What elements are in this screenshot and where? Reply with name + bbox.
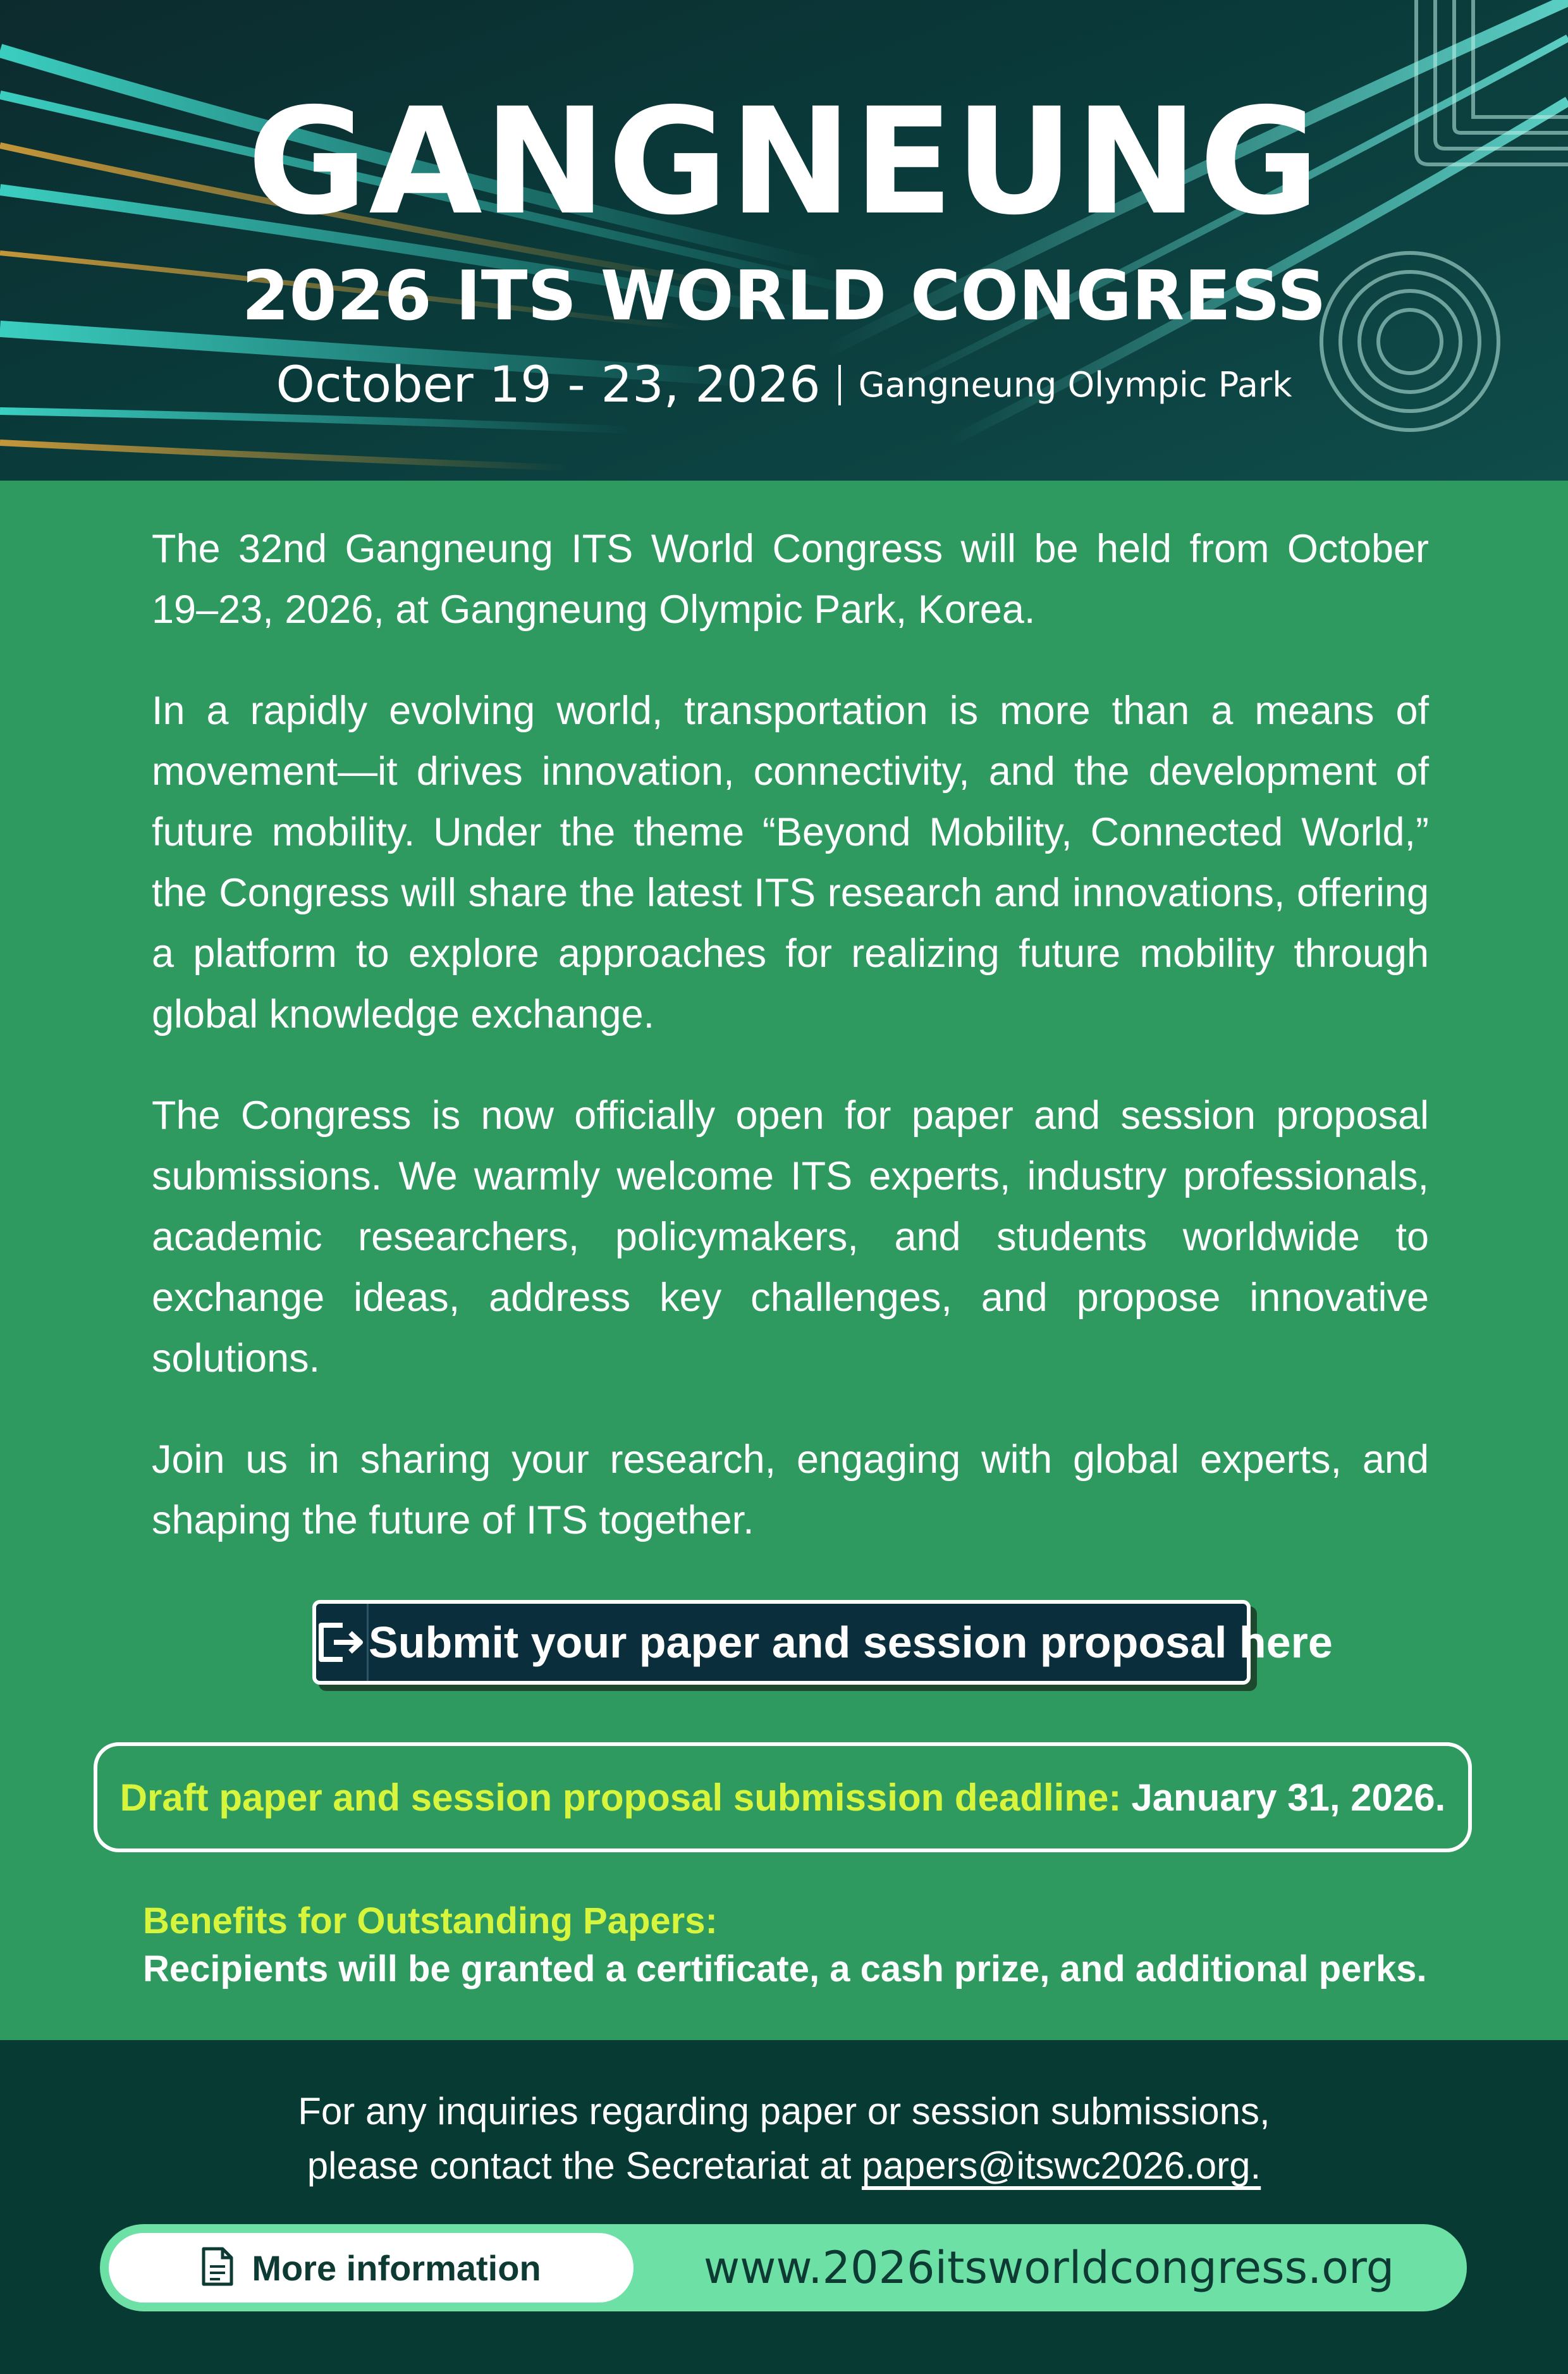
- deadline-date: January 31, 2026.: [1131, 1776, 1446, 1819]
- exit-arrow-icon: [316, 1604, 369, 1681]
- event-venue: Gangneung Olympic Park: [858, 365, 1292, 405]
- more-information-label: More information: [252, 2248, 541, 2288]
- event-subtitle: 2026 ITS WORLD CONGRESS: [242, 257, 1326, 336]
- event-title: GANGNEUNG: [247, 77, 1321, 247]
- footer: [0, 2040, 1568, 2374]
- contact-text: [0, 2084, 1568, 2193]
- benefits-text: Recipients will be granted a certificate, a cash prize, and additional perks.: [143, 1948, 1427, 1990]
- event-dates: October 19 - 23, 2026: [276, 357, 821, 414]
- submit-proposal-button[interactable]: [312, 1600, 1333, 1685]
- website-link[interactable]: www.2026itsworldcongress.org: [703, 2242, 1395, 2294]
- more-info-bar: [100, 2224, 1467, 2311]
- email-link[interactable]: papers@itswc2026.org.: [861, 2144, 1261, 2187]
- contact-line-1: For any inquiries regarding paper or session submissions,: [298, 2090, 1270, 2132]
- header-banner: [0, 0, 1568, 481]
- benefits-section: [143, 1897, 1471, 1993]
- paragraph-intro: The 32nd Gangneung ITS World Congress will be held from October 19–23, 2026, at Gangneung Olympic Park, Korea.: [152, 527, 1429, 632]
- intro-text: [152, 519, 1429, 1591]
- deadline-label: Draft paper and session proposal submission deadline:: [119, 1776, 1122, 1819]
- document-icon: [201, 2246, 234, 2290]
- benefits-title: Benefits for Outstanding Papers:: [143, 1900, 718, 1941]
- contact-line-2: [0, 2139, 1568, 2193]
- paragraph-call: The Congress is now officially open for paper and session proposal submissions. We warmly welcome ITS experts, industry professionals, academic researchers, policymakers, and students worldwide to exchange ideas, address key challenges, and propose innovative solutions.: [152, 1093, 1429, 1381]
- paragraph-join: Join us in sharing your research, engaging with global experts, and shaping the future of ITS together.: [152, 1437, 1429, 1542]
- more-information-button[interactable]: [109, 2233, 634, 2303]
- paragraph-theme: In a rapidly evolving world, transportation is more than a means of movement—it drives innovation, connectivity, and the development of future mobility. Under the theme “Beyond Mobility, Connected World,” the Congress will share the latest ITS research and innovations, offering a platform to explore approaches for realizing future mobility through global knowledge exchange.: [152, 689, 1429, 1036]
- date-venue-line: [0, 357, 1568, 414]
- divider: [838, 365, 841, 405]
- deadline-box: [94, 1742, 1472, 1852]
- submit-button-label: Submit your paper and session proposal here: [369, 1618, 1333, 1667]
- contact-line-2-text: please contact the Secretariat at: [307, 2144, 852, 2187]
